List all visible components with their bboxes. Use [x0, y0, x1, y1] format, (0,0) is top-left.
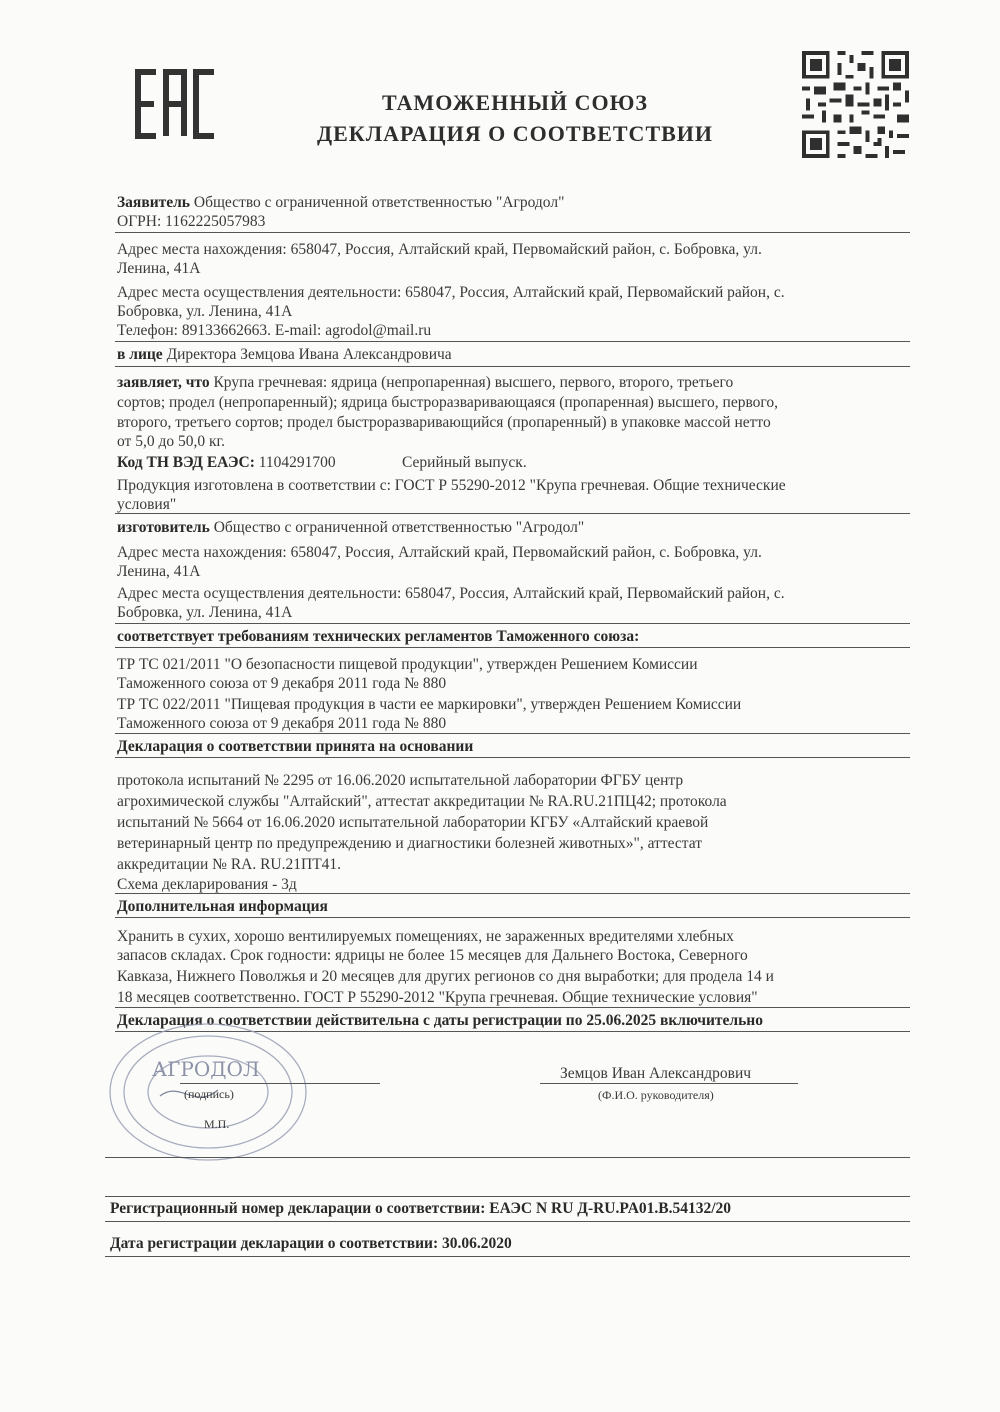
manufacturer-line: [117, 518, 584, 537]
manufacturer-address: Адрес места нахождения: 658047, Россия, Алтайский край, Первомайский район, с. Бобровка, ул.: [117, 544, 762, 561]
applicant-activity-address: Адрес места осуществления деятельности: 658047, Россия, Алтайский край, Первомайский район, с.: [117, 284, 785, 301]
divider: [105, 1196, 910, 1197]
eac-logo: [132, 66, 220, 142]
divider: [115, 647, 910, 648]
regulation-2-cont: Таможенного союза от 9 декабря 2011 года № 880: [117, 715, 447, 732]
manufacturer-label: изготовитель: [117, 519, 210, 536]
regulation-2: ТР ТС 022/2011 "Пищевая продукция в части ее маркировки", утвержден Решением Комиссии: [117, 696, 742, 713]
basis-text: протокола испытаний № 2295 от 16.06.2020 испытательной лаборатории ФГБУ центр: [117, 772, 684, 789]
product-text-cont: второго, третьего сортов; продел быстроразваривающийся (пропаренный) в упаковке массой нетто: [117, 414, 771, 431]
additional-text-cont: Кавказа, Нижнего Поволжья и 20 месяцев для других регионов со дня выработки; для продела 14 и: [117, 968, 774, 985]
applicant-line: [117, 193, 564, 212]
document-title: ДЕКЛАРАЦИЯ О СООТВЕТСТВИИ: [316, 121, 714, 146]
additional-heading: Дополнительная информация: [117, 898, 328, 915]
divider: [115, 232, 910, 233]
applicant-name: Общество с ограниченной ответственностью "Агродол": [190, 194, 565, 211]
divider: [115, 1007, 910, 1008]
divider: [115, 893, 910, 894]
additional-text-cont: запасов складах. Срок годности: ядрицы не более 15 месяцев для Дальнего Востока, Северного: [117, 947, 748, 964]
divider: [105, 1256, 910, 1257]
divider: [115, 623, 910, 624]
union-title: ТАМОЖЕННЫЙ СОЮЗ: [381, 90, 649, 115]
manufacturer-address-cont: Ленина, 41А: [117, 563, 201, 580]
serial-release: Серийный выпуск.: [402, 454, 527, 471]
code-label: Код ТН ВЭД ЕАЭС:: [117, 454, 255, 471]
basis-text-cont: аккредитации № RA. RU.21ПТ41.: [117, 856, 342, 873]
name-caption: (Ф.И.О. руководителя): [598, 1088, 714, 1102]
divider: [115, 366, 910, 367]
registration-number: Регистрационный номер декларации о соответствии: ЕАЭС N RU Д-RU.PA01.B.54132/20: [110, 1200, 732, 1217]
product-text: Крупа гречневая: ядрица (непропаренная) высшего, первого, второго, третьего: [209, 374, 734, 391]
divider: [115, 917, 910, 918]
code-line: [117, 453, 336, 472]
seal-caption: М.П.: [204, 1117, 230, 1131]
divider: [115, 341, 910, 342]
manufacturer-name: Общество с ограниченной ответственностью "Агродол": [209, 519, 585, 536]
divider: [115, 513, 910, 514]
additional-text-cont: 18 месяцев соответственно. ГОСТ Р 55290-2012 "Крупа гречневая. Общие технические условия": [117, 989, 758, 1006]
representative-label: в лице: [117, 346, 163, 363]
divider: [115, 733, 910, 734]
applicant-address-cont: Ленина, 41А: [117, 260, 201, 277]
manufacturer-activity-address: Адрес места осуществления деятельности: 658047, Россия, Алтайский край, Первомайский район, с.: [117, 585, 785, 602]
representative-name: Директора Земцова Ивана Александровича: [162, 346, 452, 363]
regulations-heading: соответствует требованиям технических регламентов Таможенного союза:: [117, 628, 640, 645]
name-underline: [540, 1083, 798, 1084]
applicant-ogrn: ОГРН: 1162225057983: [117, 213, 266, 230]
representative-line: [117, 345, 452, 364]
basis-text-cont: испытаний № 5664 от 16.06.2020 испытательной лаборатории КГБУ «Алтайский краевой: [117, 814, 709, 831]
basis-text-cont: агрохимической службы "Алтайский", аттестат аккредитации № RA.RU.21ПЦ42; протокола: [117, 793, 727, 810]
qr-code-icon: [798, 47, 913, 162]
regulation-1-cont: Таможенного союза от 9 декабря 2011 года № 880: [117, 675, 447, 692]
divider: [105, 1157, 910, 1158]
applicant-activity-address-cont: Бобровка, ул. Ленина, 41А: [117, 303, 293, 320]
basis-text-cont: ветеринарный центр по предупреждению и диагностики болезней животных»", аттестат: [117, 835, 702, 852]
regulation-1: ТР ТС 021/2011 "О безопасности пищевой продукции", утвержден Решением Комиссии: [117, 656, 698, 673]
basis-heading: Декларация о соответствии принята на основании: [117, 738, 474, 755]
applicant-label: Заявитель: [117, 194, 191, 211]
applicant-address: Адрес места нахождения: 658047, Россия, Алтайский край, Первомайский район, с. Бобровка, ул.: [117, 241, 762, 258]
divider: [105, 1221, 910, 1222]
divider: [115, 757, 910, 758]
registration-date: Дата регистрации декларации о соответствии: 30.06.2020: [110, 1235, 512, 1252]
product-text-cont: сортов; продел (непропаренный); ядрица быстроразваривающаяся (пропаренная) высшего, первого,: [117, 394, 779, 411]
standard-text-cont: условия": [117, 496, 177, 513]
product-text-cont: от 5,0 до 50,0 кг.: [117, 433, 225, 450]
signatory-name: Земцов Иван Александрович: [560, 1065, 752, 1082]
stamp-text: АГРОДОЛ: [152, 1057, 260, 1081]
declares-label: заявляет, что: [117, 374, 210, 391]
product-line: [117, 373, 733, 392]
code-value: 1104291700: [254, 454, 336, 471]
manufacturer-activity-address-cont: Бобровка, ул. Ленина, 41А: [117, 604, 293, 621]
declaration-scheme: Схема декларирования - 3д: [117, 876, 297, 893]
validity-text: Декларация о соответствии действительна с даты регистрации по 25.06.2025 включительно: [117, 1012, 763, 1029]
signature-underline: [180, 1083, 380, 1084]
standard-text: Продукция изготовлена в соответствии с: ГОСТ Р 55290-2012 "Крупа гречневая. Общие технические: [117, 477, 786, 494]
additional-text: Хранить в сухих, хорошо вентилируемых помещениях, не зараженных вредителями хлебных: [117, 928, 734, 945]
signature-caption: (подпись): [184, 1087, 234, 1101]
applicant-contacts: Телефон: 89133662663. E-mail: agrodol@mail.ru: [117, 322, 432, 339]
